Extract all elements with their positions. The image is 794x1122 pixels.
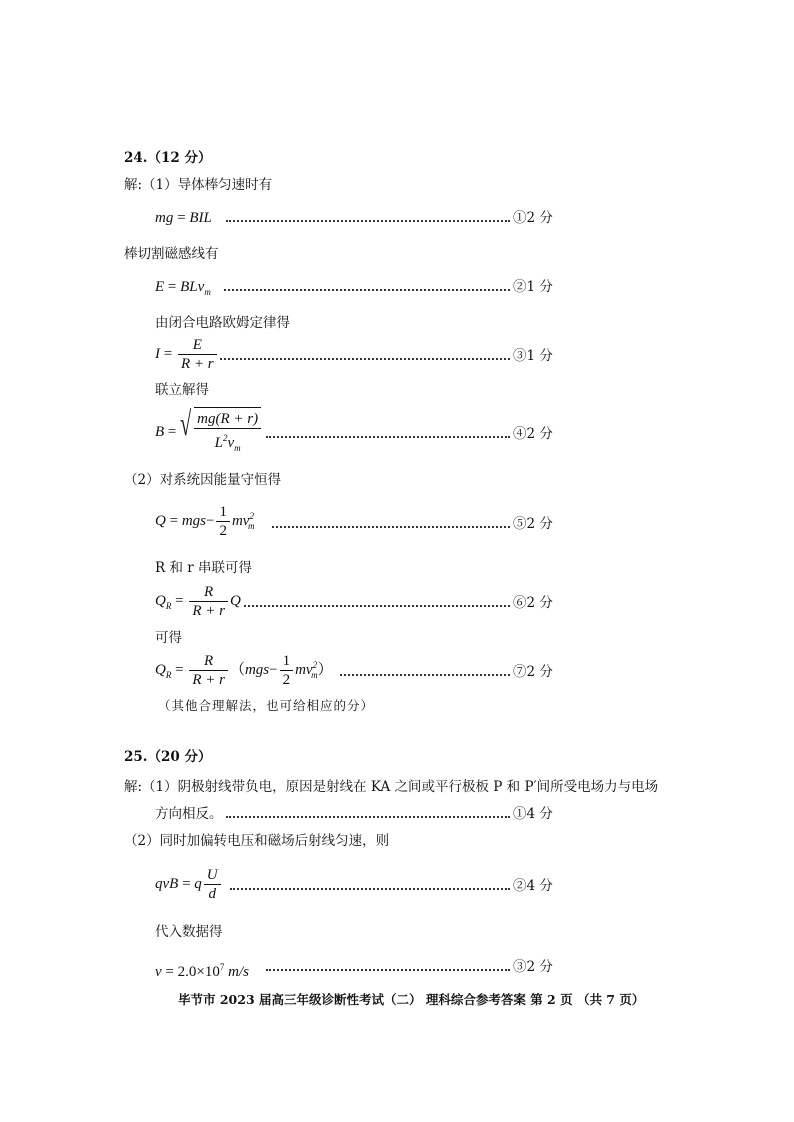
q25-title: 25.（20 分） bbox=[124, 749, 212, 765]
q24-eq2: E = BLv$_m$ bbox=[155, 279, 211, 297]
leader-dots bbox=[224, 287, 510, 291]
q24-solution-intro: 解:（1）导体棒匀速时有 bbox=[124, 177, 273, 193]
leader-dots bbox=[266, 434, 510, 438]
q24-score3: ③1 分 bbox=[513, 348, 553, 364]
q24-eq4: B = √ $\frac{mg(R + r)}{L^2v_m}$ bbox=[155, 407, 261, 457]
q24-eq3: I = $\frac{E}{R + r}$ bbox=[155, 336, 219, 373]
q25-eq3: $v = 2.0\times 10^7$ m/s bbox=[155, 962, 249, 980]
q24-text-get: 可得 bbox=[155, 630, 182, 646]
q24-score1: ①2 分 bbox=[513, 210, 553, 226]
q24-text-combine: 联立解得 bbox=[155, 382, 209, 398]
leader-dots bbox=[230, 886, 510, 890]
leader-dots bbox=[226, 814, 510, 818]
leader-dots bbox=[220, 356, 510, 360]
q24-score4: ④2 分 bbox=[513, 426, 553, 442]
q25-text-sub: 代入数据得 bbox=[155, 924, 223, 940]
q24-eq7: $Q_R$ = $\frac{R}{R + r}$ （mgs− $\frac{1}{2}$ $mv^2_m$） bbox=[155, 653, 333, 688]
q25-part1-line1: 解:（1）阴极射线带负电，原因是射线在 KA 之间或平行极板 P 和 P′间所受电场力与电场 bbox=[124, 779, 659, 795]
q25-score2: ②4 分 bbox=[513, 878, 553, 894]
q24-score7: ⑦2 分 bbox=[513, 664, 553, 680]
q25-score3: ③2 分 bbox=[513, 959, 553, 975]
q24-score5: ⑤2 分 bbox=[513, 516, 553, 532]
leader-dots bbox=[340, 672, 510, 676]
leader-dots bbox=[226, 218, 510, 222]
q25-part1-line2: 方向相反。 bbox=[155, 806, 223, 822]
q24-eq1: mg = BIL bbox=[155, 210, 212, 226]
q24-text-ohm: 由闭合电路欧姆定律得 bbox=[155, 315, 290, 331]
q24-score6: ⑥2 分 bbox=[513, 595, 553, 611]
q25-score1: ①4 分 bbox=[513, 806, 553, 822]
q24-eq6: $Q_R$ = $\frac{R}{R + r}$ Q bbox=[155, 584, 241, 619]
q24-title: 24.（12 分） bbox=[124, 150, 212, 166]
q25-part2: （2）同时加偏转电压和磁场后射线匀速，则 bbox=[124, 833, 390, 849]
q24-score2: ②1 分 bbox=[513, 279, 553, 295]
q24-text-series: R 和 r 串联可得 bbox=[155, 560, 252, 576]
q25-eq2: qvB = q $\frac{U}{d}$ bbox=[155, 866, 223, 903]
q24-part2: （2）对系统因能量守恒得 bbox=[124, 472, 282, 488]
q24-eq5: Q = mgs− $\frac{1}{2}$ $mv^2_m$ bbox=[155, 504, 255, 539]
leader-dots bbox=[244, 603, 510, 607]
leader-dots bbox=[272, 524, 510, 528]
leader-dots bbox=[266, 967, 510, 971]
q24-text-cut: 棒切割磁感线有 bbox=[124, 246, 219, 262]
q24-note: （其他合理解法，也可给相应的分） bbox=[158, 698, 375, 713]
page-footer: 毕节市 2023 届高三年级诊断性考试（二） 理科综合参考答案 第 2 页 （共 7 页） bbox=[178, 992, 645, 1007]
